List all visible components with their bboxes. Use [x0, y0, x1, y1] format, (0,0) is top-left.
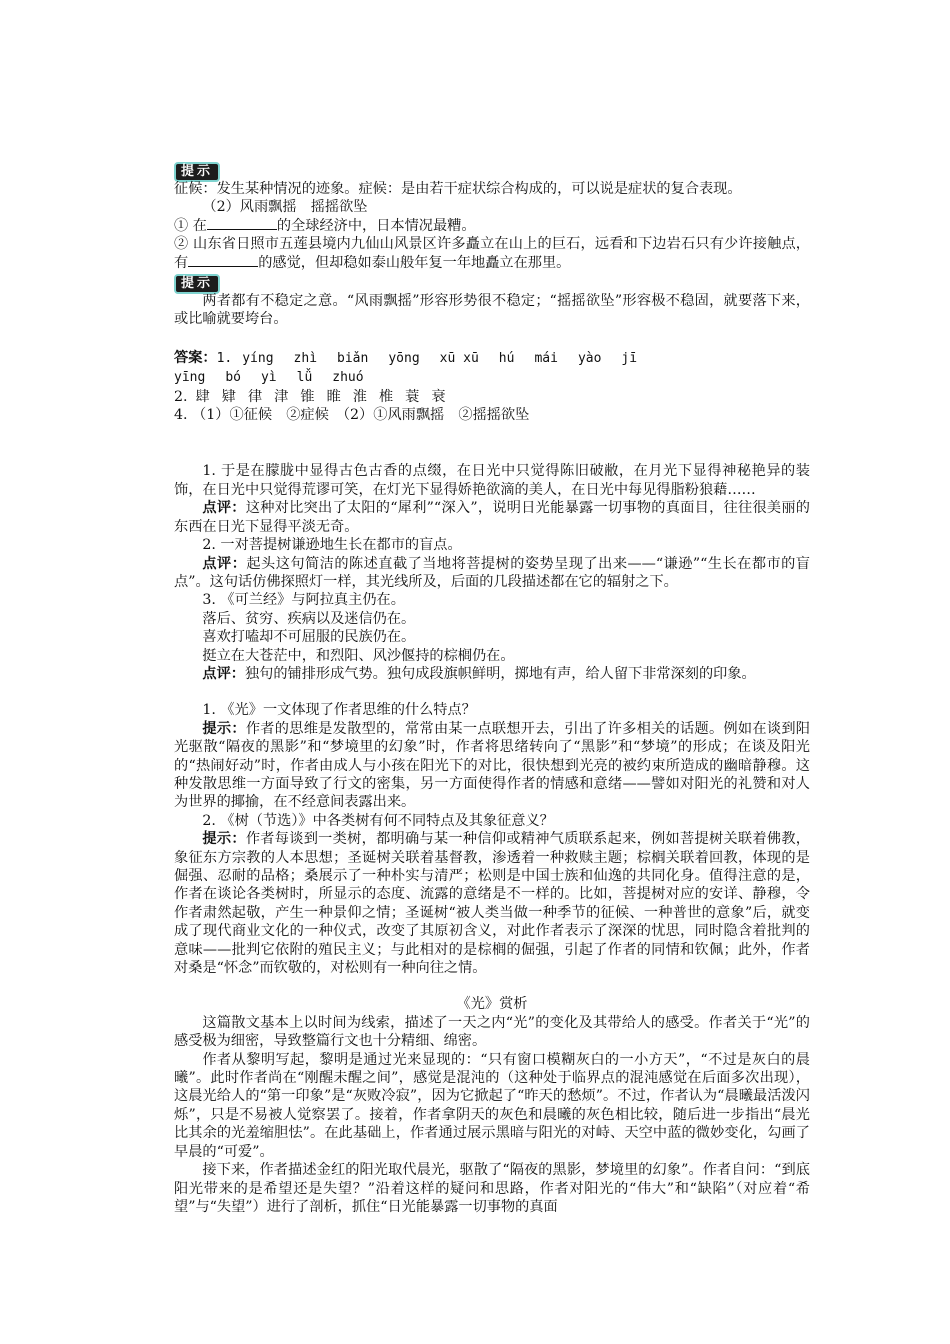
tip-badge-row: [174, 160, 810, 180]
answer-label: 答案：: [174, 349, 217, 366]
comment-1-note: 点评：这种对比突出了太阳的“犀利”“深入”，说明日光能暴露一切事物的真面目，往往很美丽的东西在日光下显得平淡无奇。: [174, 500, 810, 535]
document-page: [174, 160, 810, 1216]
comment-2-note: 点评：起头这句简洁的陈述直截了当地将菩提树的姿势呈现了出来——“谦逊”“生长在都市的盲点”。这句话仿佛探照灯一样，其光线所及，后面的几段描述都在它的辐射之下。: [174, 555, 810, 590]
comment-2-text: 2. 一对菩提树谦逊地生长在都市的盲点。: [202, 537, 462, 554]
analysis-para-2: 作者从黎明写起，黎明是通过光来显现的：“只有窗口模糊灰白的一小方天”，“不过是灰白的晨曦”。此时作者尚在“刚醒未醒之间”，感觉是混沌的（这种处于临界点的混沌感觉在后面多次出现），这晨光给人的“第一印象”是“灰败冷寂”，因为它掀起了“昨天的愁烦”。不过，作者认为“晨曦最活泼闪烁”，只是不易被人觉察罢了。接着，作者拿阴天的灰色和晨曦的灰色相比较，随后进一步指出“晨光比其余的光羞缩胆怯”。在此基础上，作者通过展示黑暗与阳光的对峙、天空中蓝的微妙变化，勾画了早晨的“可爱”。: [174, 1051, 810, 1160]
comment-1-text: 1. 于是在朦胧中显得古色古香的点缀，在日光中只觉得陈旧破敝，在月光下显得神秘艳异的装饰，在日光中只觉得荒谬可笑，在灯光下显得娇艳欲滴的美人，在日光中每见得脂粉狼藉……: [174, 463, 810, 498]
question-text-2: 2. 《树（节选）》中各类树有何不同特点及其象征意义？: [202, 812, 554, 829]
analysis-para-3: 接下来，作者描述金红的阳光取代晨光，驱散了“隔夜的黑影，梦境里的幻象”。作者自问：“到底阳光带来的是希望还是失望？”沿着这样的疑问和思路，作者对阳光的“伟大”和“缺陷”（对应着“希望”与“失望”）进行了剖析，抓住“日光能暴露一切事物的真面: [174, 1162, 810, 1215]
question-answer-1: 提示：作者的思维是发散型的，常常由某一点联想开去，引出了许多相关的话题。例如在谈到阳光驱散“隔夜的黑影”和“梦境里的幻象”时，作者将思绪转向了“黑影”和“梦境”的形成；在谈及阳光的“热闹好动”时，作者由成人与小孩在阳光下的对比，很快想到光亮的被约束所造成的幽暗静穆。这种发散思维一方面导致了行文的密集，另一方面使得作者的情感和意绪——譬如对阳光的礼赞和对人为世界的揶揄，在不经意间表露出来。: [174, 720, 810, 811]
fill-blank: [207, 217, 277, 230]
question-answer-2: 提示：作者每谈到一类树，都明确与某一种信仰或精神气质联系起来，例如菩提树关联着佛教，象征东方宗教的人本思想；圣诞树关联着基督教，渗透着一种救赎主题；棕榈关联着回教，体现的是倔强、忍耐的品格；桑展示了一种朴实与清严；松则是中国士族和仙逸的共同化身。值得注意的是，作者在谈论各类树时，所显示的态度、流露的意绪是不一样的。比如，菩提树对应的安详、静穆，令作者肃然起敬，产生一种景仰之情；圣诞树“被人类当做一种季节的征候、一种普世的意象”后，就变成了现代商业文化的一种仪式，改变了其原初含义，对此作者表示了深深的忧思，同时隐含着批判的意味——批判它依附的殖民主义；与此相对的是棕榈的倔强，引起了作者的同情和钦佩；此外，作者对桑是“怀念”而钦敬的，对松则有一种向往之情。: [174, 831, 810, 977]
tip-badge: 提示: [174, 162, 220, 182]
question-text-1: 1. 《光》一文体现了作者思维的什么特点？: [202, 702, 476, 719]
analysis-title: 《光》赏析: [456, 996, 528, 1013]
answer-row-2: yīng bó yì lǚ zhuó: [174, 370, 364, 386]
definition-text: 征候：发生某种情况的迹象。症候：是由若干症状综合构成的，可以说是症状的复合表现。: [174, 181, 742, 197]
item-title: （2）风雨飘摇 摇摇欲坠: [202, 199, 368, 216]
answer-row-3: 2. 肆 肄 律 津 锥 睢 淮 椎 蓑 衰: [174, 388, 446, 405]
tip-text: 两者都有不稳定之意。“风雨飘摇”形容形势很不稳定；“摇摇欲坠”形容极不稳固，就要落下来，或比喻就要垮台。: [174, 293, 810, 328]
question-1: ① 在 的全球经济中，日本情况最糟。: [174, 217, 476, 234]
analysis-para-1: 这篇散文基本上以时间为线索，描述了一天之内“光”的变化及其带给人的感受。作者关于“光”的感受极为细密，导致整篇行文也十分精细、绵密。: [174, 1014, 810, 1050]
comment-3-extra-2: 喜欢打嗑却不可屈服的民族仍在。: [202, 629, 416, 646]
answer-row-1: 答案：1. yíng zhì biǎn yōng xū xū hú mái yào jī: [174, 349, 638, 366]
answer-row-4: 4. （1）①征候 ②症候 （2）①风雨飘摇 ②摇摇欲坠: [174, 407, 530, 424]
question-2: ② 山东省日照市五莲县境内九仙山风景区许多矗立在山上的巨石，远看和下边岩石只有少许接触点，有 的感觉，但却稳如泰山般年复一年地矗立在那里。: [174, 236, 810, 271]
comment-3-extra-1: 落后、贫穷、疾病以及迷信仍在。: [202, 610, 416, 627]
comment-3-note: 点评：独句的铺排形成气势。独句成段旗帜鲜明，掷地有声，给人留下非常深刻的印象。: [202, 665, 756, 682]
tip-badge-row: [174, 272, 810, 292]
tip-badge: 提示: [174, 274, 220, 294]
comment-3-text: 3. 《可兰经》与阿拉真主仍在。: [202, 592, 405, 609]
fill-blank: [188, 254, 258, 267]
comment-3-extra-3: 挺立在大苍茫中，和烈阳、风沙偃持的棕榈仍在。: [202, 647, 515, 664]
